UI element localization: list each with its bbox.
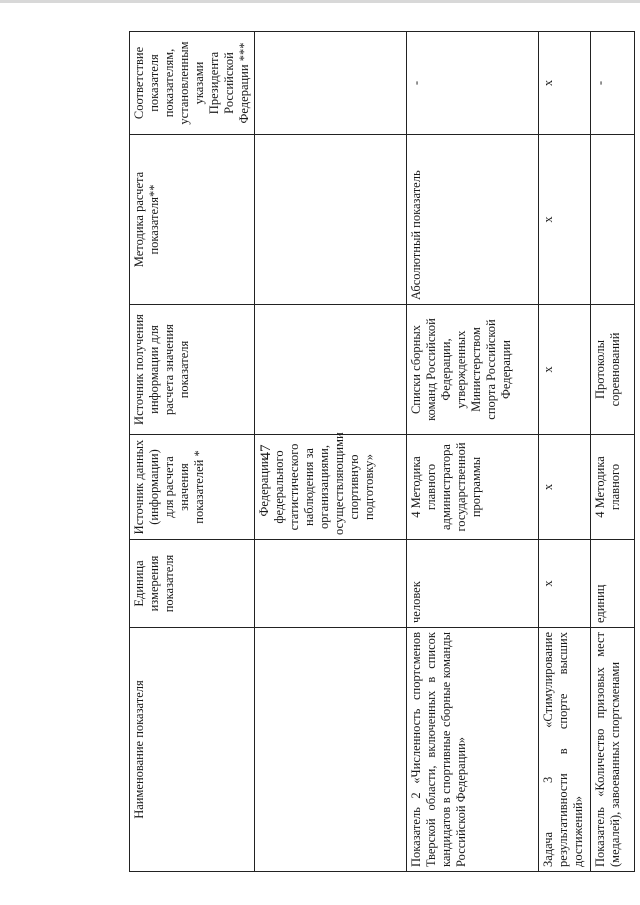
cell-info-source: x [539,305,591,435]
cell-compliance: - [591,32,635,135]
scan-edge [0,0,640,3]
header-info-source: Источник получения информации для расчета значения показателя [130,305,255,435]
cell-compliance: x [539,32,591,135]
header-compliance: Соответствие показателя показателям, установленным указами Президента Российской Федерации *** [130,32,255,135]
cell-data-source: 4 Методика главного администратора государственной программы [407,435,539,540]
cell-method: Абсолютный показатель [407,135,539,305]
header-row [130,32,255,872]
cell-unit: единиц [591,540,635,628]
cell-compliance: - [407,32,539,135]
table-row [591,32,635,872]
cell-method: x [539,135,591,305]
cell-info-source [255,305,407,435]
cell-unit [255,540,407,628]
header-unit: Единица измерения показателя [130,540,255,628]
cell-info-source: Протоколы соревнований [591,305,635,435]
cell-name: Задача 3 «Стимулирование результативности в спорте высших достижений» [539,628,591,872]
cell-data-source: Федерации федерального статистического наблюдения за организациями, осуществляющими спортивную подготовку» [255,435,407,540]
cell-name [255,628,407,872]
cell-name: Показатель 2 «Численность спортсменов Тверской области, включенных в список кандидатов в спортивные сборные команды Российской Федерации» [407,628,539,872]
cell-name: Показатель «Количество призовых мест (медалей), завоеванных спортсменами [591,628,635,872]
header-method: Методика расчета показателя** [130,135,255,305]
cell-method [591,135,635,305]
header-name: Наименование показателя [130,628,255,872]
rotated-table-container [129,32,622,872]
cell-compliance [255,32,407,135]
table-row [407,32,539,872]
cell-info-source: Списки сборных команд Российской Федерации, утвержденных Министерством спорта Российской Федерации [407,305,539,435]
table-row [539,32,591,872]
cell-unit: x [539,540,591,628]
cell-data-source: x [539,435,591,540]
header-data-source: Источник данных (информации) для расчета значения показателей * [130,435,255,540]
indicator-table [129,31,635,872]
table-row [255,32,407,872]
cell-unit: человек [407,540,539,628]
cell-method [255,135,407,305]
cell-data-source: 4 Методика главного [591,435,635,540]
page-number: 47 [258,444,274,460]
